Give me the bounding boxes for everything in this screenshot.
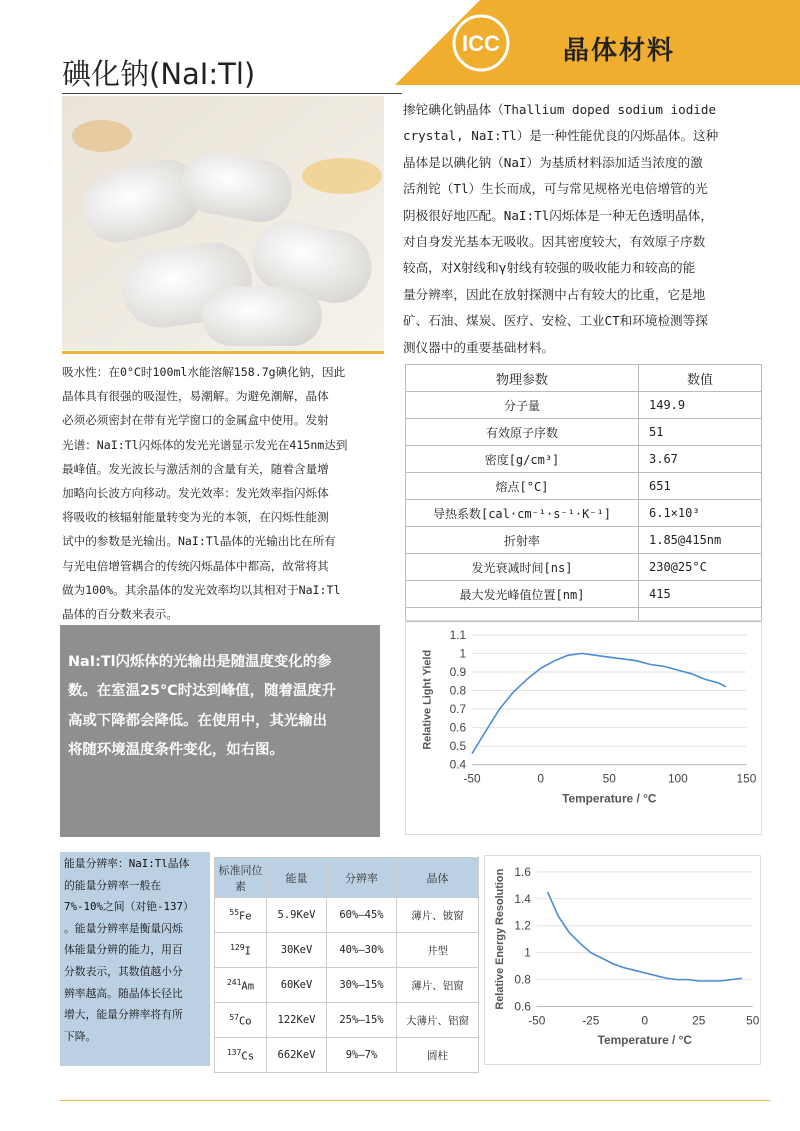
temperature-note-text bbox=[68, 648, 378, 765]
brand-logo-text: ICC bbox=[462, 31, 500, 56]
x-tick-label: 50 bbox=[746, 1013, 760, 1028]
intro-line: crystal, NaI:Tl）是一种性能优良的闪烁晶体。这种 bbox=[403, 128, 719, 144]
isotope-mass: 137 bbox=[226, 1047, 242, 1057]
para-line: 吸水性：在0°C时100ml水能溶解158.7g碘化钠，因此 bbox=[62, 365, 346, 379]
y-tick-label: 0.9 bbox=[449, 664, 467, 679]
note-line: 的能量分辨率一般在 bbox=[64, 878, 162, 892]
physical-properties-table bbox=[405, 364, 762, 622]
table-header-row bbox=[215, 858, 479, 898]
para-line: 加略向长波方向移动。发光效率：发光效率指闪烁体 bbox=[62, 486, 329, 501]
y-axis-label: Relative Light Yield bbox=[421, 649, 434, 750]
resolution-note-text bbox=[64, 853, 210, 1047]
intro-line: 掺铊碘化钠晶体（Thallium doped sodium iodide bbox=[403, 102, 717, 117]
crystal-cell: 圆柱 bbox=[397, 1038, 479, 1073]
note-line: NaI:Tl闪烁体的光输出是随温度变化的参 bbox=[68, 654, 332, 670]
note-line: 分数表示，其数值越小分 bbox=[64, 964, 183, 978]
resolution-cell: 9%—7% bbox=[327, 1038, 397, 1073]
y-tick-label: 1.6 bbox=[514, 864, 531, 879]
table-row bbox=[215, 898, 479, 933]
property-value: 149.9 bbox=[639, 392, 762, 419]
y-axis-label: Relative Energy Resolution bbox=[494, 868, 507, 1010]
intro-line: 较高，对X射线和γ射线有较强的吸收能力和较高的能 bbox=[403, 260, 696, 276]
table-row bbox=[406, 419, 762, 446]
table-row bbox=[215, 968, 479, 1003]
brand-logo bbox=[447, 13, 519, 73]
note-line: 数。在室温25°C时达到峰值，随着温度升 bbox=[68, 683, 337, 700]
property-value: 51 bbox=[639, 419, 762, 446]
note-line: 能量分辨率：NaI:Tl晶体 bbox=[64, 857, 190, 870]
intro-line: 量分辨率，因此在放射探测中占有较大的比重，它是地 bbox=[403, 286, 706, 302]
x-tick-label: 50 bbox=[602, 771, 616, 786]
energy-cell: 662KeV bbox=[267, 1038, 327, 1073]
para-line: 晶体具有很强的吸湿性，易潮解。为避免潮解，晶体 bbox=[62, 389, 329, 404]
y-tick-label: 0.8 bbox=[449, 683, 467, 698]
y-tick-label: 1.2 bbox=[514, 918, 531, 933]
x-tick-label: -50 bbox=[528, 1013, 546, 1028]
isotope-cell bbox=[215, 1038, 267, 1073]
property-name: 折射率 bbox=[406, 527, 639, 554]
x-tick-label: 150 bbox=[736, 771, 757, 786]
table-header-row bbox=[406, 365, 762, 392]
energy-cell: 122KeV bbox=[267, 1003, 327, 1038]
photo-divider bbox=[62, 351, 384, 354]
table-row bbox=[406, 581, 762, 608]
y-tick-label: 0.6 bbox=[514, 999, 531, 1014]
isotope-element: I bbox=[244, 945, 251, 958]
intro-paragraph bbox=[403, 97, 775, 361]
intro-line: 活剂铊（Tl）生长而成，可与常见规格光电倍增管的光 bbox=[403, 181, 708, 197]
intro-line: 矿、石油、煤炭、医疗、安检、工业CT和环境检测等探 bbox=[403, 313, 708, 329]
property-value: 230@25°C bbox=[639, 554, 762, 581]
column-header: 晶体 bbox=[397, 858, 479, 898]
x-tick-label: 0 bbox=[641, 1013, 649, 1028]
note-line: 。能量分辨率是衡量闪烁 bbox=[64, 921, 183, 935]
isotope-cell bbox=[215, 968, 267, 1003]
table-row bbox=[215, 1038, 479, 1073]
intro-line: 对自身发光基本无吸收。因其密度较大，有效原子序数 bbox=[403, 234, 706, 250]
crystal-cell: 井型 bbox=[397, 933, 479, 968]
property-name: 发光衰减时间[ns] bbox=[406, 554, 639, 581]
isotope-cell bbox=[215, 933, 267, 968]
series-line bbox=[548, 892, 742, 981]
resolution-cell: 30%—15% bbox=[327, 968, 397, 1003]
isotope-element: Cs bbox=[241, 1050, 255, 1063]
y-tick-label: 0.7 bbox=[449, 701, 467, 716]
table-row bbox=[215, 1003, 479, 1038]
property-name: 有效原子序数 bbox=[406, 419, 639, 446]
x-tick-label: 0 bbox=[537, 771, 544, 786]
crystal-cell: 薄片、铍窗 bbox=[397, 898, 479, 933]
table-row bbox=[406, 500, 762, 527]
table-row bbox=[406, 473, 762, 500]
y-tick-label: 0.6 bbox=[449, 720, 467, 735]
isotope-element: Fe bbox=[238, 910, 252, 923]
properties-paragraph bbox=[62, 360, 380, 626]
intro-line: 晶体是以碘化钠（NaI）为基质材料添加适当浓度的激 bbox=[403, 154, 703, 170]
note-line: 增大，能量分辨率将有所 bbox=[64, 1008, 183, 1022]
note-line: 下降。 bbox=[64, 1029, 97, 1043]
energy-resolution-chart bbox=[484, 855, 761, 1065]
para-line: 最峰值。发光波长与激活剂的含量有关，随着含量增 bbox=[62, 461, 329, 476]
x-tick-label: -25 bbox=[582, 1013, 600, 1028]
para-line: 晶体的百分数来表示。 bbox=[62, 607, 178, 622]
intro-line: 测仪器中的重要基础材料。 bbox=[403, 339, 555, 355]
energy-cell: 30KeV bbox=[267, 933, 327, 968]
x-tick-label: 100 bbox=[667, 771, 688, 786]
title-divider bbox=[62, 93, 402, 94]
note-line: 7%-10%之间（对铯-137） bbox=[64, 900, 194, 914]
note-line: 将随环境温度条件变化，如右图。 bbox=[68, 741, 284, 758]
isotope-cell bbox=[215, 1003, 267, 1038]
x-axis-label: Temperature / °C bbox=[597, 1033, 692, 1048]
property-value: 415 bbox=[639, 581, 762, 608]
property-value: 651 bbox=[639, 473, 762, 500]
property-name: 密度[g/cm³] bbox=[406, 446, 639, 473]
series-line bbox=[472, 653, 726, 753]
table-row bbox=[406, 392, 762, 419]
energy-cell: 5.9KeV bbox=[267, 898, 327, 933]
column-header: 标准同位素 bbox=[215, 858, 267, 898]
energy-cell: 60KeV bbox=[267, 968, 327, 1003]
isotope-element: Am bbox=[241, 980, 255, 993]
para-line: 做为100%。其余晶体的发光效率均以其相对于NaI:Tl bbox=[62, 582, 341, 597]
note-line: 体能量分辨的能力，用百 bbox=[64, 943, 183, 957]
para-line: 与光电倍增管耦合的传统闪烁晶体中都高，故常将其 bbox=[62, 558, 329, 573]
property-value: 3.67 bbox=[639, 446, 762, 473]
column-header: 物理参数 bbox=[406, 365, 639, 392]
y-tick-label: 0.4 bbox=[449, 757, 467, 772]
isotope-mass: 241 bbox=[226, 977, 242, 987]
footer-divider bbox=[60, 1100, 770, 1101]
light-yield-chart bbox=[405, 620, 762, 835]
resolution-cell: 25%—15% bbox=[327, 1003, 397, 1038]
crystal-photo bbox=[62, 96, 384, 350]
para-line: 必须必须密封在带有光学窗口的金属盒中使用。发射 bbox=[62, 413, 329, 428]
para-line: 将吸收的核辐射能量转变为光的本领，在闪烁性能测 bbox=[62, 510, 329, 525]
y-tick-label: 0.5 bbox=[449, 739, 467, 754]
table-row bbox=[215, 933, 479, 968]
column-header: 数值 bbox=[639, 365, 762, 392]
note-line: 高或下降都会降低。在使用中，其光输出 bbox=[68, 712, 328, 729]
page-title: 碘化钠(NaI:Tl) bbox=[62, 57, 256, 91]
section-label: 晶体材料 bbox=[563, 36, 676, 66]
table-row bbox=[406, 554, 762, 581]
isotope-mass: 129 bbox=[230, 942, 245, 952]
resolution-cell: 60%—45% bbox=[327, 898, 397, 933]
isotope-cell bbox=[215, 898, 267, 933]
x-tick-label: 25 bbox=[692, 1013, 706, 1028]
isotope-mass: 57 bbox=[229, 1012, 239, 1022]
intro-line: 阴极很好地匹配。NaI:Tl闪烁体是一种无色透明晶体， bbox=[403, 207, 713, 223]
energy-resolution-table bbox=[214, 857, 479, 1073]
crystal-cell: 薄片、铝窗 bbox=[397, 968, 479, 1003]
y-tick-label: 0.8 bbox=[514, 972, 531, 987]
property-name: 导热系数[cal·cm⁻¹·s⁻¹·K⁻¹] bbox=[406, 500, 639, 527]
x-axis-label: Temperature / °C bbox=[562, 791, 657, 806]
resolution-cell: 40%—30% bbox=[327, 933, 397, 968]
x-tick-label: -50 bbox=[463, 771, 481, 786]
note-line: 辨率越高。随晶体长径比 bbox=[64, 986, 183, 1000]
y-tick-label: 1.4 bbox=[514, 891, 531, 906]
table-row bbox=[406, 446, 762, 473]
isotope-element: Co bbox=[238, 1015, 252, 1028]
y-tick-label: 1 bbox=[459, 646, 467, 661]
crystal-cell: 大薄片、铝窗 bbox=[397, 1003, 479, 1038]
property-name: 熔点[°C] bbox=[406, 473, 639, 500]
para-line: 试中的参数是光输出。NaI:Tl晶体的光输出比在所有 bbox=[62, 534, 336, 549]
column-header: 分辨率 bbox=[327, 858, 397, 898]
property-name: 最大发光峰值位置[nm] bbox=[406, 581, 639, 608]
column-header: 能量 bbox=[267, 858, 327, 898]
table-row bbox=[406, 527, 762, 554]
property-name: 分子量 bbox=[406, 392, 639, 419]
property-value: 1.85@415nm bbox=[639, 527, 762, 554]
property-value: 6.1×10³ bbox=[639, 500, 762, 527]
para-line: 光谱：NaI:Tl闪烁体的发光光谱显示发光在415nm达到 bbox=[62, 437, 348, 452]
y-tick-label: 1 bbox=[524, 945, 531, 960]
y-tick-label: 1.1 bbox=[449, 627, 467, 642]
isotope-mass: 55 bbox=[229, 907, 239, 917]
